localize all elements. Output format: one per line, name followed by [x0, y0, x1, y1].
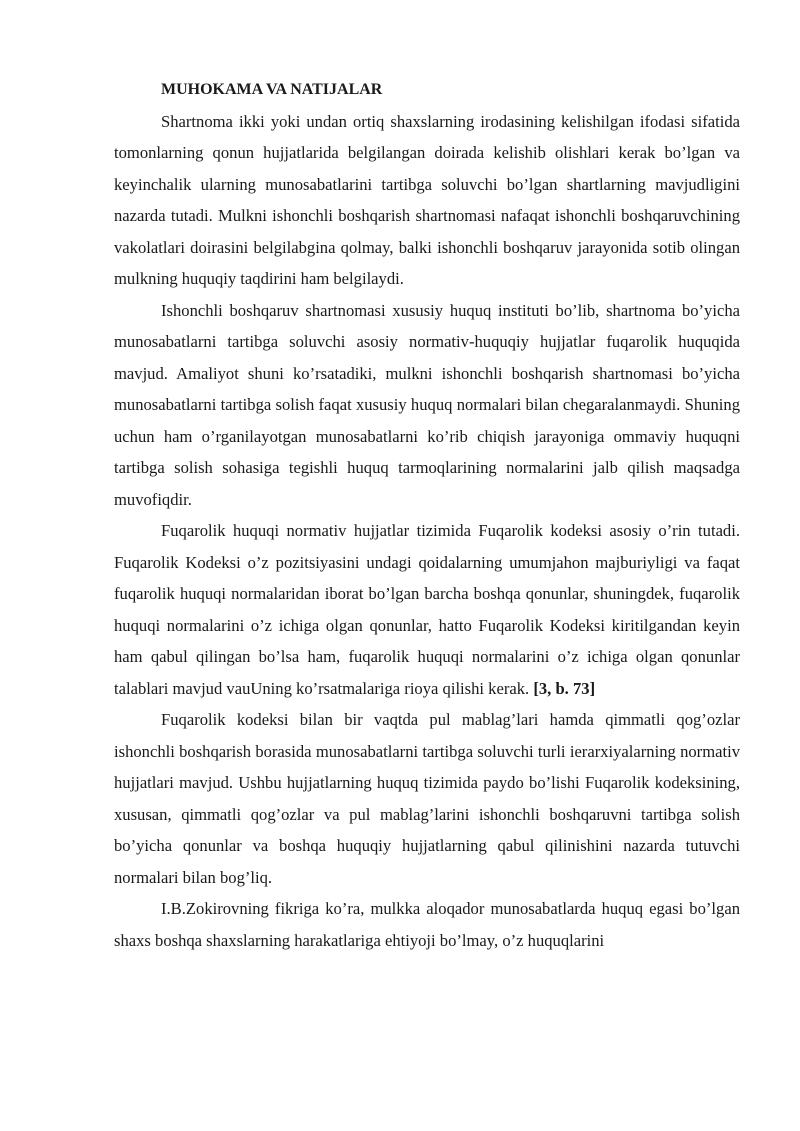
- paragraph-3: [114, 515, 740, 704]
- paragraph-2-text: Ishonchli boshqaruv shartnomasi xususiy huquq instituti bo’lib, shartnoma bo’yicha munosabatlarni tartibga soluvchi asosiy normativ-huquqiy hujjatlar fuqarolik huquqida mavjud. Amaliyot shuni ko’rsatadiki, mulkni ishonchli boshqarish shartnomasi bo’yicha munosabatlarni tartibga solish faqat xususiy huquq normalari bilan chegaralanmaydi. Shuning uchun ham o’rganilayotgan munosabatlarni ko’rib chiqish jarayoniga ommaviy huquqni tartibga solish sohasiga tegishli huquq tarmoqlarining normalarini jalb qilish maqsadga muvofiqdir.: [114, 300, 740, 509]
- paragraph-3-text: Fuqarolik huquqi normativ hujjatlar tizimida Fuqarolik kodeksi asosiy o’rin tutadi. Fuqarolik Kodeksi o’z pozitsiyasini undagi qoidalarning umumjahon majburiyligi va faqat fuqarolik huquqi normalaridan iborat bo’lgan barcha boshqa qonunlar, shuningdek, fuqarolik huquqi normalarini o’z ichiga olgan qonunlar, hatto Fuqarolik Kodeksi kiritilgandan keyin ham qabul qilingan bo’lsa ham, fuqarolik huquqi normalarini o’z ichiga olgan qonunlar talablari mavjud vauUning ko’rsatmalariga rioya qilishi kerak.: [114, 521, 740, 698]
- paragraph-4: [114, 704, 740, 893]
- document-body: [114, 74, 740, 956]
- paragraph-4-text: Fuqarolik kodeksi bilan bir vaqtda pul mablag’lari hamda qimmatli qog’ozlar ishonchli boshqarish borasida munosabatlarni tartibga soluvchi turli ierarxiyalarning normativ hujjatlari mavjud. Ushbu hujjatlarning huquq tizimida paydo bo’lishi Fuqarolik kodeksining, xususan, qimmatli qog’ozlar va pul mablag’larini ishonchli boshqaruvni tartibga solish bo’yicha qonunlar va boshqa huquqiy hujjatlarning qabul qilinishini nazarda tutuvchi normalari bilan bog’liq.: [114, 710, 740, 887]
- section-heading: MUHOKAMA VA NATIJALAR: [161, 81, 383, 98]
- paragraph-1-text: Shartnoma ikki yoki undan ortiq shaxslarning irodasining kelishilgan ifodasi sifatida tomonlarning qonun hujjatlarida belgilangan doirada kelishib olishlari kerak bo’lgan va keyinchalik ularning munosabatlarini tartibga soluvchi bo’lgan shartlarning mavjudligini nazarda tutadi. Mulkni ishonchli boshqarish shartnomasi nafaqat ishonchli boshqaruvchining vakolatlari doirasini belgilabgina qolmay, balki ishonchli boshqaruv jarayonida sotib olingan mulkning huquqiy taqdirini ham belgilaydi.: [114, 111, 740, 288]
- paragraph-1: [114, 106, 740, 295]
- citation-reference: [3, b. 73]: [533, 678, 596, 698]
- paragraph-5: [114, 893, 740, 956]
- paragraph-5-text: I.B.Zokirovning fikriga ko’ra, mulkka aloqador munosabatlarda huquq egasi bo’lgan shaxs boshqa shaxslarning harakatlariga ehtiyoji bo’lmay, o’z huquqlarini: [114, 899, 740, 950]
- paragraph-2: [114, 295, 740, 516]
